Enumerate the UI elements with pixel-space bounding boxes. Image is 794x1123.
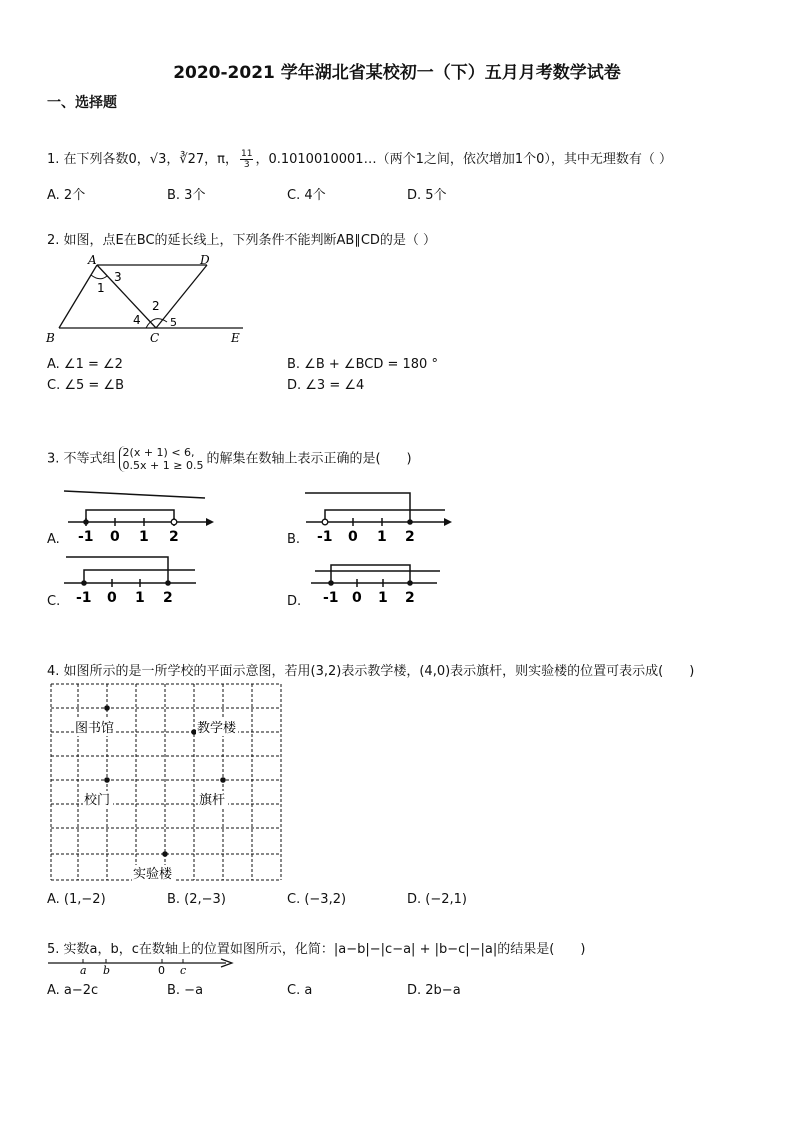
angle-1-label: 1 [97, 281, 105, 295]
abc-number-line [46, 954, 238, 976]
parallelogram-figure [40, 248, 255, 346]
point-a-label: A [88, 253, 97, 267]
line-dc [156, 265, 207, 328]
school-gate-point-icon [104, 777, 110, 783]
tick-label: 2 [169, 529, 179, 545]
point-a-label: a [80, 964, 87, 976]
teaching-building-label: 教学楼 [197, 721, 237, 736]
tick-label: 0 [107, 590, 117, 606]
q4-option-d[interactable]: D. (−2,1) [407, 892, 467, 907]
q5-option-c[interactable]: C. a [287, 983, 313, 998]
angle-4-label: 4 [133, 313, 141, 327]
q2-option-c[interactable]: C. ∠5 = ∠B [47, 378, 124, 393]
lab-building-label: 实验楼 [133, 867, 173, 882]
question-3 [47, 446, 412, 472]
question-5-text: 5. 实数a，b，c在数轴上的位置如图所示，化简：|a−b|−|c−a| + |b−c|−|a|的结果是( ) [47, 942, 586, 957]
origin-label: 0 [158, 964, 165, 976]
flagpole-point-icon [220, 777, 226, 783]
solid-point-icon [165, 580, 171, 586]
number-line-c [58, 553, 218, 609]
open-point-icon [322, 519, 328, 525]
fraction-numerator: 11 [241, 149, 253, 159]
q5-option-d[interactable]: D. 2b−a [407, 983, 461, 998]
point-c-label: c [180, 964, 187, 976]
library-point-icon [104, 705, 110, 711]
q3-option-b-label[interactable]: B. [287, 532, 301, 547]
question-3-prefix: 3. 不等式组 [47, 451, 116, 467]
tick-label: 1 [377, 529, 387, 545]
q1-option-a[interactable]: A. 2个 [47, 188, 86, 203]
inequality-2: 0.5x + 1 ≥ 0.5 [122, 459, 204, 472]
point-d-label: D [200, 253, 210, 267]
tick-label: 2 [163, 590, 173, 606]
q4-option-b[interactable]: B. (2,−3) [167, 892, 226, 907]
tick-label: 1 [139, 529, 149, 545]
q1-option-c[interactable]: C. 4个 [287, 188, 326, 203]
shading-line [64, 491, 205, 498]
lab-building-point-icon [162, 851, 168, 857]
angle-arc-a [91, 275, 107, 279]
teaching-building-point-icon [191, 729, 197, 735]
tick-label: -1 [76, 590, 92, 606]
angle-3-label: 3 [114, 270, 122, 284]
tick-label: 1 [378, 590, 388, 606]
question-2-text: 2. 如图，点E在BC的延长线上，下列条件不能判断AB∥CD的是（ ） [47, 233, 437, 248]
q4-option-c[interactable]: C. (−3,2) [287, 892, 347, 907]
q5-option-b[interactable]: B. −a [167, 983, 204, 998]
tick-label: 2 [405, 529, 415, 545]
school-gate-label: 校门 [84, 793, 111, 808]
open-point-icon [171, 519, 177, 525]
line-ac [97, 265, 156, 328]
q2-option-d[interactable]: D. ∠3 = ∠4 [287, 378, 365, 393]
page-title: 2020-2021 学年湖北省某校初一（下）五月月考数学试卷 [173, 63, 621, 83]
q5-option-a[interactable]: A. a−2c [47, 983, 99, 998]
point-b-label: b [103, 964, 111, 976]
solid-point-icon [81, 580, 87, 586]
axis-arrow-icon [206, 518, 214, 526]
section-heading: 一、选择题 [47, 95, 117, 111]
q2-option-b[interactable]: B. ∠B + ∠BCD = 180 ° [287, 357, 438, 372]
fraction [240, 149, 253, 170]
point-e-label: E [231, 331, 240, 345]
solid-point-icon [328, 580, 334, 586]
q4-option-a[interactable]: A. (1,−2) [47, 892, 106, 907]
q2-option-a[interactable]: A. ∠1 = ∠2 [47, 357, 123, 372]
tick-label: 0 [110, 529, 120, 545]
number-line-a [58, 488, 218, 550]
tick-label: -1 [78, 529, 94, 545]
question-3-suffix: 的解集在数轴上表示正确的是( ) [206, 451, 412, 467]
point-c-label: C [150, 331, 160, 345]
q3-option-d-label[interactable]: D. [287, 594, 302, 609]
inequality-1: 2(x + 1) < 6, [122, 446, 195, 459]
inequality-system [119, 446, 204, 472]
q1-option-b[interactable]: B. 3个 [167, 188, 206, 203]
flagpole-label: 旗杆 [199, 793, 226, 808]
tick-label: -1 [323, 590, 339, 606]
point-b-label: B [46, 331, 55, 345]
line-ab [59, 265, 97, 328]
q1-option-d[interactable]: D. 5个 [407, 188, 447, 203]
tick-label: 0 [352, 590, 362, 606]
library-label: 图书馆 [75, 721, 115, 736]
question-1 [47, 148, 672, 170]
solid-point-icon [407, 519, 413, 525]
question-1-suffix: ，0.1010010001…（两个1之间，依次增加1个0），其中无理数有（ ） [255, 152, 673, 167]
q3-option-a-label[interactable]: A. [47, 532, 60, 547]
solution-bracket [325, 510, 445, 522]
solid-point-icon [407, 580, 413, 586]
solution-bracket [86, 510, 174, 522]
tick-label: 0 [348, 529, 358, 545]
angle-5-label: 5 [170, 316, 177, 329]
angle-2-label: 2 [152, 299, 160, 313]
tick-label: -1 [317, 529, 333, 545]
shading-line [305, 493, 410, 522]
question-1-prefix: 1. 在下列各数0，√3，∛27，π， [47, 152, 239, 167]
solid-point-icon [83, 519, 89, 525]
number-line-d [305, 553, 445, 609]
fraction-denominator: 3 [243, 160, 250, 170]
number-line-b [300, 488, 460, 550]
grid-lines [51, 684, 281, 880]
tick-label: 2 [405, 590, 415, 606]
axis-arrow-icon [444, 518, 452, 526]
question-4-text: 4. 如图所示的是一所学校的平面示意图，若用(3,2)表示教学楼，(4,0)表示旗杆，则实验楼的位置可表示成( ) [47, 664, 695, 679]
q3-option-c-label[interactable]: C. [47, 594, 61, 609]
tick-label: 1 [135, 590, 145, 606]
school-map-grid [50, 683, 284, 885]
solution-bracket [331, 565, 410, 583]
